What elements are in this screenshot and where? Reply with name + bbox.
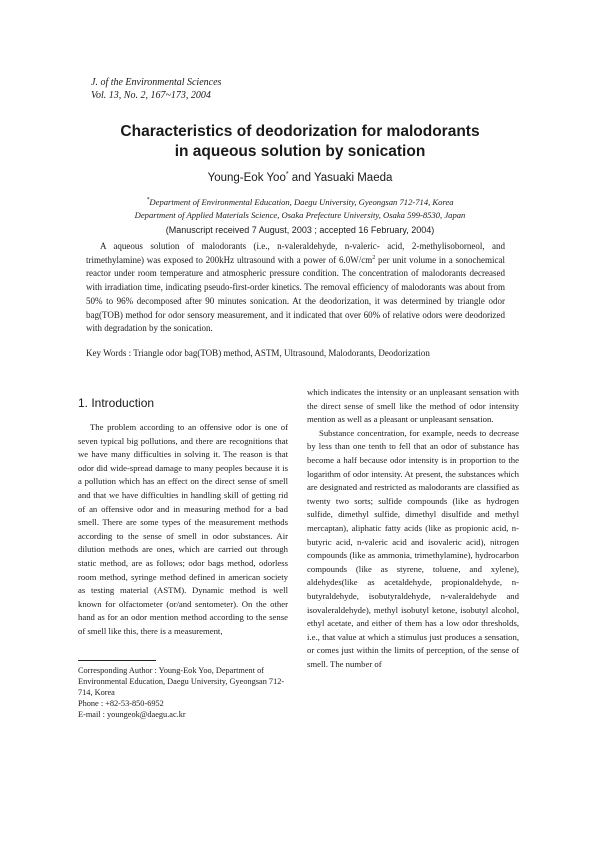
affiliation-mark: *: [146, 197, 150, 203]
abstract-part-1: A aqueous solution of malodorants (i.e., n-valeraldehyde, n-valeric- acid, 2-methylisoborneol, and trimethylamine) was exposed to 200kHz ultrasound with a power of 6.0W/cm: [86, 241, 505, 265]
author-list: [60, 171, 540, 184]
footnote-divider: [78, 660, 156, 661]
abstract-superscript: 2: [372, 254, 376, 261]
manuscript-dates: (Manuscript received 7 August, 2003 ; accepted 16 February, 2004): [165, 225, 435, 235]
journal-volume: Vol. 13, No. 2, 167~173, 2004: [91, 90, 211, 101]
keywords: Key Words : Triangle odor bag(TOB) method, ASTM, Ultrasound, Malodorants, Deodorization: [86, 348, 430, 358]
author-first: Young-Eok Yoo: [207, 171, 286, 184]
abstract-part-2: per unit volume in a sonochemical reactor under room temperature and atmospheric pressure condition. The concentration of malodorants decreased with irradiation time, indicating pseudo-first-order kinetics. The removal efficiency of malodorants was about from 50% to 96% decomposed after 90 minutes sonication. At the deodorization, it was determined by triangle odor bag(TOB) method for odor sensory measurement, and it indicated that over 60% of relative odors were deodorized with degradation by the sonication.: [86, 254, 506, 334]
title-line-2: in aqueous solution by sonication: [174, 143, 426, 160]
title-line-1: Characteristics of deodorization for malodorants: [120, 123, 480, 140]
abstract: [86, 240, 505, 336]
paper-title: [60, 122, 540, 162]
author-first-mark: *: [285, 171, 289, 178]
affiliation-2: Department of Applied Materials Science, Osaka Prefecture University, Osaka 599-8530, Japan: [134, 209, 466, 220]
intro-paragraph-1-continued: which indicates the intensity or an unpleasant sensation with the direct sense of smell like the method of odor intensity mention as well as a pleasant or unpleasant sensation.: [307, 387, 519, 425]
journal-citation: [91, 76, 221, 102]
footnote-email: E-mail : youngeok@daegu.ac.kr: [78, 710, 186, 719]
author-connector: and: [288, 171, 314, 184]
footnote-author: Corresponding Author : Young-Eok Yoo, Department of Environmental Education, Daegu University, Gyeongsan 712-714, Korea: [78, 666, 285, 697]
intro-paragraph-2: Substance concentration, for example, needs to decrease by less than one tenth to fell that an odor of substance has become a half because odor intensity is in proportion to the logarithm of odor intensity. At present, the substances which are designated and restricted as malodorants are classified as twenty two sorts; sulfide compounds (like as hydrogen sulfide, dimethyl sulfide, dimethyl disulfide and methyl mercaptan), aliphatic fatty acids (like as propionic acid, n-butyric acid, n-valeric acid and isovaleric acid), nitrogen compounds (like as ammonia, trimethylamine), hydrocarbon compounds (like as styrene, toluene, and xylene), aldehydes(like as acetaldehyde, propionaldehyde, n-butyraldehyde, isobutyraldehyde, n-valeraldehyde and isovaleraldehyde), methyl isobutyl ketone, isobutyl alcohol, ethyl acetate, and either of them has a low odor thresholds, i.e., that value at which a stimulus just produces a sensation, or comes just within the limits of perception, of the sense of smell. The number of: [307, 427, 519, 669]
affiliation-1: *Department of Environmental Education, Daegu University, Gyeongsan 712-714, Korea: [146, 196, 454, 207]
corresponding-author-footnote: [78, 665, 290, 720]
intro-paragraph-1: The problem according to an offensive odor is one of seven typical big pollutions, and there are recognitions that we have many difficulties in solving it. The reason is that odor did wide-spread damage to many peoples because it is a pollution which has an effect on the direct sense of smell and that we have difficulties in handling skill of getting rid of an offensive odor and in measuring method for a bad smell. There are some types of the measurement methods according to the sense of smell in odor substances. Air dilution methods are ones, which are carried out through static method, are as follows; odor bags method, odorless room method, syringe method defined in american society as testing material (ASTM). Dynamic method is well known for olfactometer (or/and sentometer). On the other hand as for an odor mention method according to the sense of smell like this, there is a measurement,: [78, 422, 288, 636]
section-heading: 1. Introduction: [78, 396, 155, 410]
right-column: [307, 386, 519, 671]
footnote-phone: Phone : +82-53-850-6952: [78, 699, 164, 708]
author-second: Yasuaki Maeda: [313, 171, 393, 184]
affiliations: [60, 194, 540, 222]
journal-name: J. of the Environmental Sciences: [91, 77, 222, 88]
left-column: [78, 395, 288, 639]
